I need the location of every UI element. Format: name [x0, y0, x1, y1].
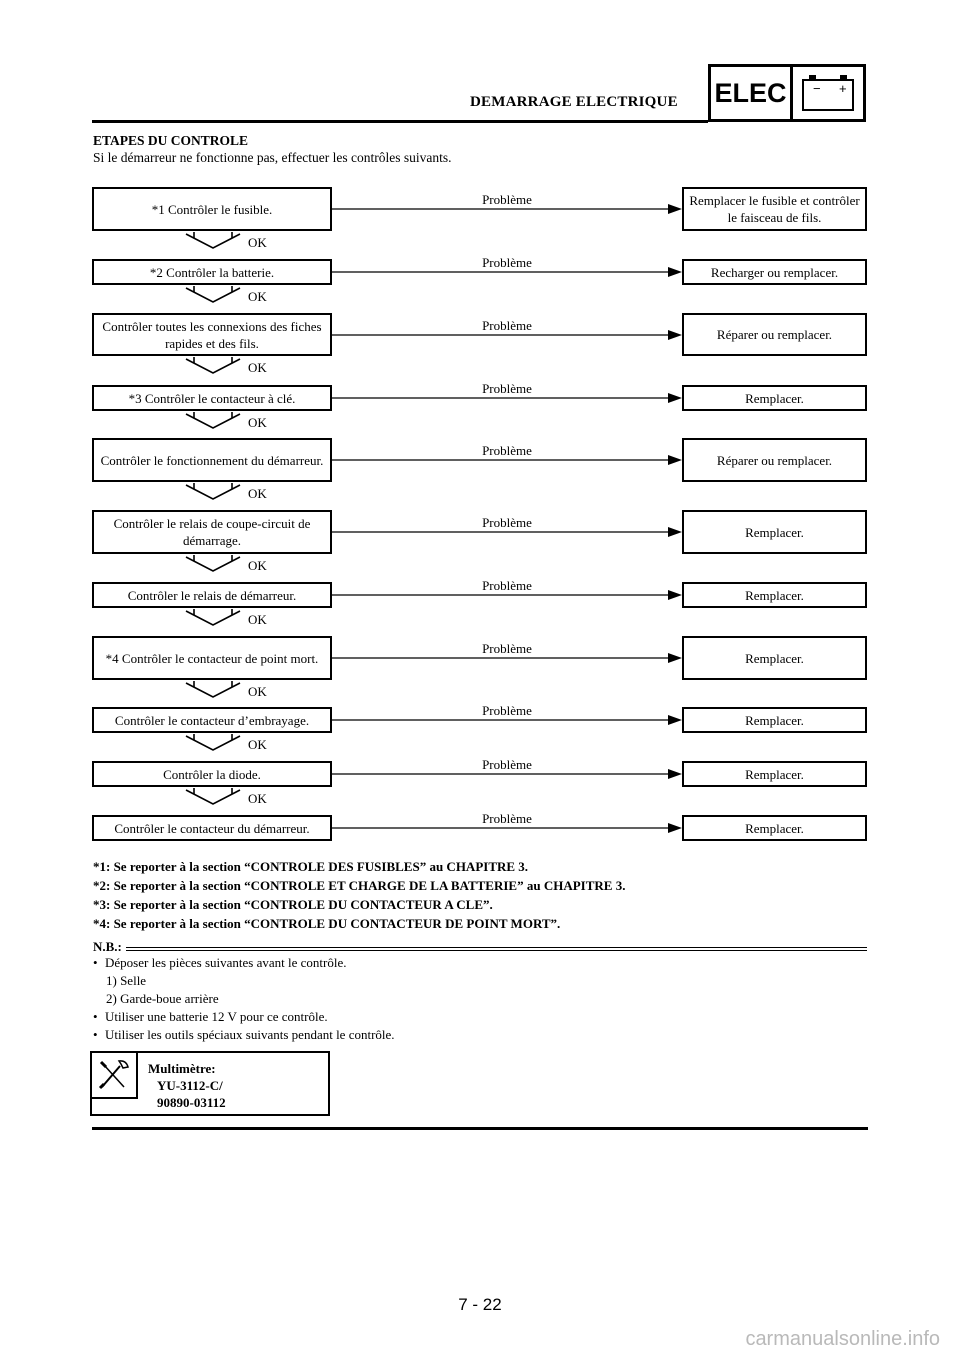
footnote-2: *2: Se reporter à la section “CONTROLE ET CHARGE DE LA BATTERIE” au CHAPITRE 3.	[93, 878, 626, 893]
nb-rule	[126, 950, 867, 951]
bullet: •	[93, 1027, 98, 1042]
corrective-action-box: Recharger ou remplacer.	[682, 259, 867, 285]
footnote-4: *4: Se reporter à la section “CONTROLE DU CONTACTEUR DE POINT MORT”.	[93, 916, 561, 931]
note-item-battery: Utiliser une batterie 12 V pour ce contrôle.	[105, 1009, 328, 1024]
tool-description	[148, 1060, 226, 1111]
problem-label: Problème	[482, 757, 532, 772]
problem-label: Problème	[482, 255, 532, 270]
ok-down-arrow-icon	[184, 483, 242, 501]
problem-label: Problème	[482, 443, 532, 458]
footnote-3: *3: Se reporter à la section “CONTROLE DU CONTACTEUR A CLE”.	[93, 897, 493, 912]
corrective-action-box: Remplacer.	[682, 815, 867, 841]
ok-label: OK	[248, 791, 267, 806]
corrective-action-box: Réparer ou remplacer.	[682, 438, 867, 482]
footnote-1: *1: Se reporter à la section “CONTROLE DES FUSIBLES” au CHAPITRE 3.	[93, 859, 529, 874]
tool-part-number-1: YU-3112-C/	[157, 1078, 223, 1093]
ok-label: OK	[248, 558, 267, 573]
check-step-box: *3 Contrôler le contacteur à clé.	[92, 385, 332, 411]
section-header-title: DEMARRAGE ELECTRIQUE	[470, 94, 678, 110]
problem-label: Problème	[482, 381, 532, 396]
ok-label: OK	[248, 737, 267, 752]
wrench-screwdriver-icon	[96, 1057, 132, 1093]
check-step-box: Contrôler le contacteur du démarreur.	[92, 815, 332, 841]
problem-arrow-icon	[332, 392, 682, 404]
header-rule	[92, 120, 708, 123]
ok-down-arrow-icon	[184, 555, 242, 573]
problem-arrow-icon	[332, 714, 682, 726]
elec-badge	[708, 64, 866, 122]
check-step-box: Contrôler le contacteur d’embrayage.	[92, 707, 332, 733]
ok-down-arrow-icon	[184, 609, 242, 627]
corrective-action-box: Remplacer le fusible et contrôler le faisceau de fils.	[682, 187, 867, 231]
elec-badge-label: ELEC	[711, 67, 793, 119]
note-subitem-rear-fender: 2) Garde-boue arrière	[106, 991, 219, 1006]
problem-label: Problème	[482, 318, 532, 333]
problem-arrow-icon	[332, 329, 682, 341]
ok-label: OK	[248, 235, 267, 250]
tool-title: Multimètre:	[148, 1061, 216, 1076]
check-step-box: Contrôler la diode.	[92, 761, 332, 787]
problem-arrow-icon	[332, 266, 682, 278]
note-item-remove-parts: Déposer les pièces suivantes avant le contrôle.	[105, 955, 347, 970]
ok-down-arrow-icon	[184, 357, 242, 375]
ok-label: OK	[248, 612, 267, 627]
problem-arrow-icon	[332, 768, 682, 780]
nb-rule	[126, 947, 867, 948]
corrective-action-box: Remplacer.	[682, 707, 867, 733]
check-step-box: Contrôler le fonctionnement du démarreur.	[92, 438, 332, 482]
check-step-box: Contrôler le relais de coupe-circuit de démarrage.	[92, 510, 332, 554]
check-step-box: *1 Contrôler le fusible.	[92, 187, 332, 231]
ok-label: OK	[248, 684, 267, 699]
bullet: •	[93, 955, 98, 970]
watermark: carmanualsonline.info	[745, 1328, 940, 1350]
battery-icon	[793, 67, 863, 119]
battery-plus-sign: +	[839, 81, 847, 96]
check-step-box: Contrôler toutes les connexions des fiches rapides et des fils.	[92, 313, 332, 356]
note-subitem-seat: 1) Selle	[106, 973, 147, 988]
corrective-action-box: Réparer ou remplacer.	[682, 313, 867, 356]
nb-label: N.B.:	[93, 939, 122, 954]
ok-down-arrow-icon	[184, 232, 242, 250]
check-step-box: Contrôler le relais de démarreur.	[92, 582, 332, 608]
section-title: ETAPES DU CONTROLE	[93, 133, 249, 148]
ok-down-arrow-icon	[184, 681, 242, 699]
corrective-action-box: Remplacer.	[682, 761, 867, 787]
bullet: •	[93, 1009, 98, 1024]
intro-text: Si le démarreur ne fonctionne pas, effectuer les contrôles suivants.	[93, 150, 452, 165]
ok-down-arrow-icon	[184, 788, 242, 806]
corrective-action-box: Remplacer.	[682, 385, 867, 411]
problem-arrow-icon	[332, 454, 682, 466]
problem-label: Problème	[482, 641, 532, 656]
ok-down-arrow-icon	[184, 286, 242, 304]
problem-arrow-icon	[332, 203, 682, 215]
problem-arrow-icon	[332, 526, 682, 538]
ok-label: OK	[248, 289, 267, 304]
corrective-action-box: Remplacer.	[682, 582, 867, 608]
bottom-rule	[92, 1127, 868, 1130]
corrective-action-box: Remplacer.	[682, 510, 867, 554]
check-step-box: *4 Contrôler le contacteur de point mort.	[92, 636, 332, 680]
problem-arrow-icon	[332, 822, 682, 834]
problem-label: Problème	[482, 703, 532, 718]
page-number: 7 - 22	[458, 1295, 502, 1314]
ok-label: OK	[248, 486, 267, 501]
problem-label: Problème	[482, 515, 532, 530]
corrective-action-box: Remplacer.	[682, 636, 867, 680]
tool-part-number-2: 90890-03112	[157, 1095, 226, 1110]
problem-label: Problème	[482, 578, 532, 593]
problem-arrow-icon	[332, 652, 682, 664]
problem-label: Problème	[482, 811, 532, 826]
ok-label: OK	[248, 360, 267, 375]
tool-cell	[92, 1053, 138, 1099]
ok-label: OK	[248, 415, 267, 430]
battery-minus-sign: −	[813, 81, 821, 96]
special-tool-box	[90, 1051, 330, 1116]
problem-arrow-icon	[332, 589, 682, 601]
check-step-box: *2 Contrôler la batterie.	[92, 259, 332, 285]
ok-down-arrow-icon	[184, 734, 242, 752]
note-item-special-tools: Utiliser les outils spéciaux suivants pendant le contrôle.	[105, 1027, 395, 1042]
ok-down-arrow-icon	[184, 412, 242, 430]
problem-label: Problème	[482, 192, 532, 207]
